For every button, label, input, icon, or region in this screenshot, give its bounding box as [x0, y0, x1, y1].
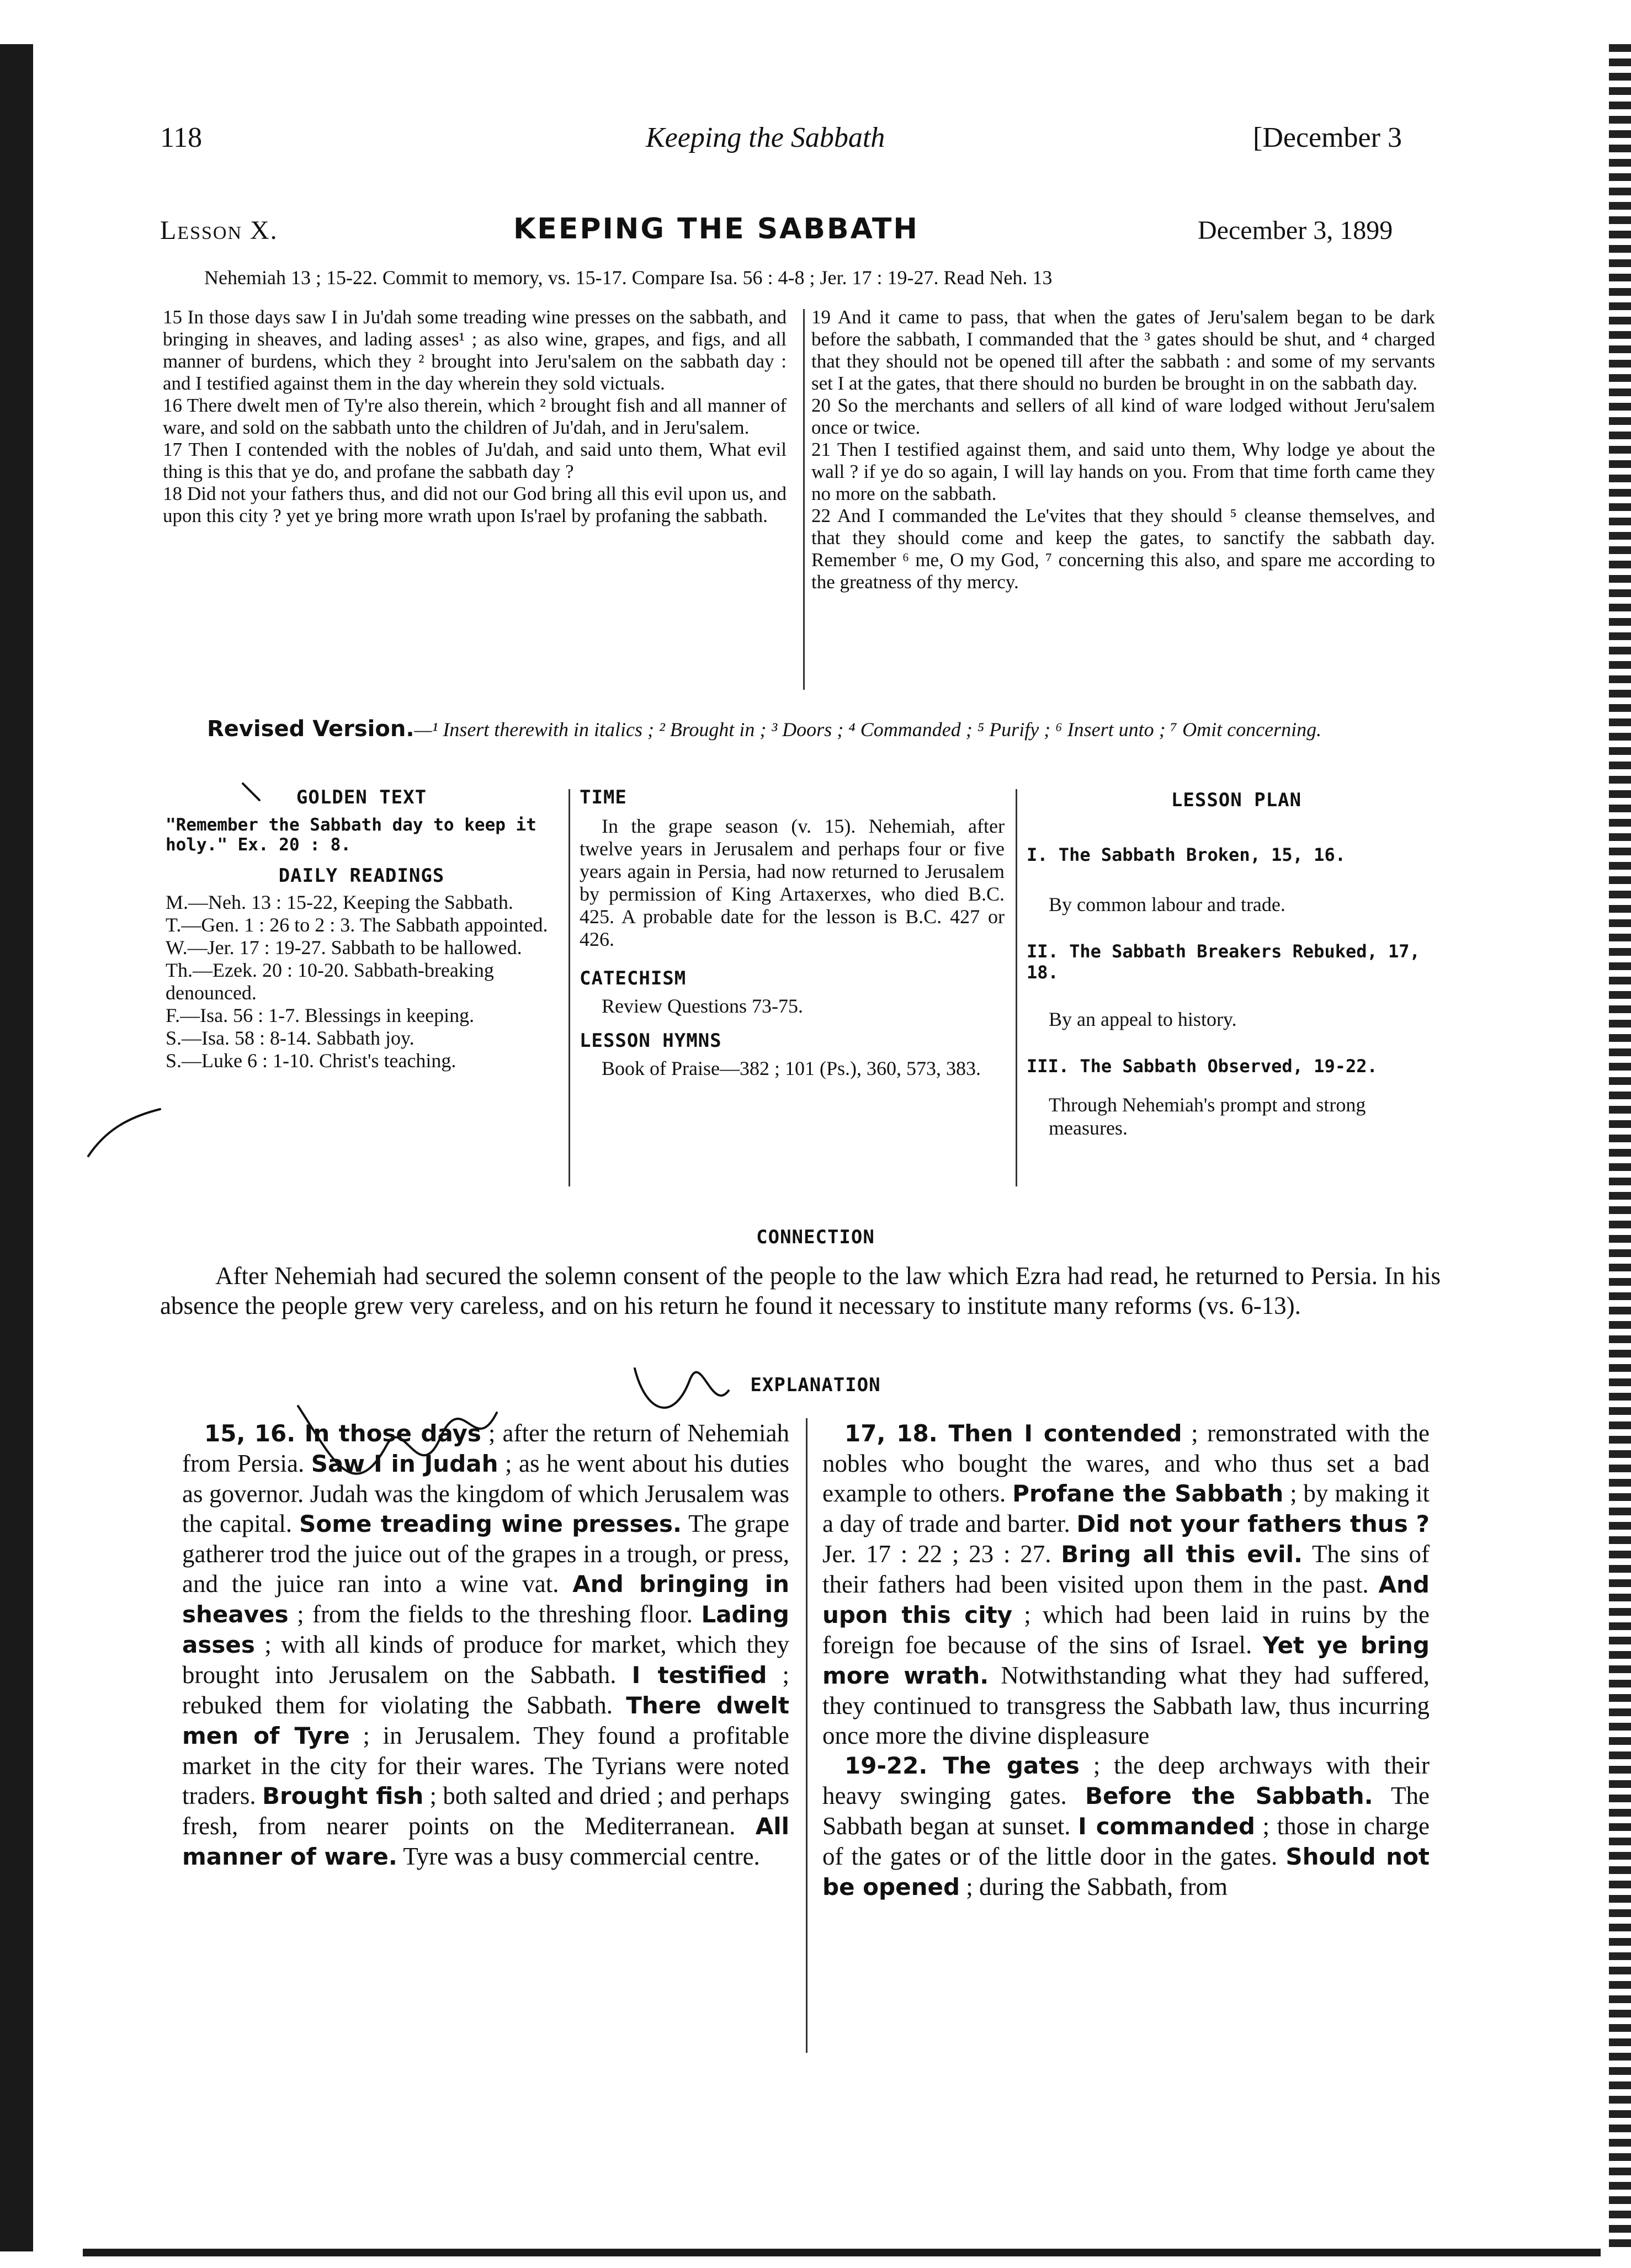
explanation-gloss: Jer. 17 : 22 ; 23 : 27. — [822, 1540, 1061, 1568]
lesson-plan-subpoint: By an appeal to history. — [1049, 1008, 1237, 1030]
connection-text: After Nehemiah had secured the solemn consent of the people to the law which Ezra had read, he returned to Persia. In his absence the people grew very careless, and on his return he found it necessary to institute many reforms (vs. 6-13). — [160, 1262, 1441, 1319]
lesson-hymns-text: Book of Praise—382 ; 101 (Ps.), 360, 573, 383. — [602, 1057, 981, 1079]
lesson-title: KEEPING THE SABBATH — [513, 212, 919, 246]
daily-reading-item: S.—Isa. 58 : 8-14. Sabbath joy. — [166, 1027, 415, 1049]
explanation-gloss: ; after the return of Nehemiah from Persia. — [182, 1419, 789, 1477]
catechism-text: Review Questions 73-75. — [602, 995, 803, 1017]
pen-stroke-mark — [88, 1109, 160, 1156]
explanation-gloss: ; in Jerusalem. They found a profitable market in the city for their wares. The Tyrians were noted traders. — [182, 1722, 789, 1809]
explanation-gloss: ; by making it a day of trade and barter. — [822, 1479, 1430, 1537]
explanation-lemma: There dwelt men of Tyre — [182, 1692, 789, 1749]
running-date: [December 3 — [1253, 122, 1402, 153]
explanation-gloss: ; the deep archways with their heavy swinging gates. — [822, 1751, 1430, 1809]
lesson-plan-subpoint: By common labour and trade. — [1049, 893, 1285, 915]
golden-text-heading: GOLDEN TEXT — [296, 786, 427, 808]
page-number: 118 — [160, 122, 203, 153]
connection-heading: CONNECTION — [756, 1226, 875, 1248]
daily-reading-item: F.—Isa. 56 : 1-7. Blessings in keeping. — [166, 1004, 475, 1026]
explanation-lemma: Profane the Sabbath — [1012, 1480, 1284, 1507]
pen-scribble-mark — [298, 1406, 497, 1474]
explanation-gloss: ; those in charge of the gates or of the little door in the gates. — [822, 1812, 1430, 1870]
explanation-lemma: Should not be opened — [822, 1843, 1430, 1900]
explanation-lemma: Some treading wine presses. — [299, 1510, 682, 1537]
explanation-lemma: Yet ye bring more wrath. — [822, 1632, 1430, 1689]
verse-21: 21 Then I testified against them, and said unto them, Why lodge ye about the wall ? if ye do so again, I will lay hands on you. From that time forth came they no more on the sabbath. — [811, 439, 1435, 504]
lesson-hymns-heading: LESSON HYMNS — [580, 1030, 722, 1052]
verse-20: 20 So the merchants and sellers of all kind of ware lodged without Jeru'salem once or twice. — [811, 395, 1435, 438]
verse-17: 17 Then I contended with the nobles of Ju'dah, and said unto them, What evil thing is this that ye do, and profane the sabbath day ? — [163, 439, 787, 482]
explanation-lemma: Lading asses — [182, 1601, 789, 1658]
explanation-gloss: ; during the Sabbath, from — [960, 1873, 1228, 1900]
explanation-lemma: And bringing in sheaves — [182, 1570, 789, 1628]
lesson-date: December 3, 1899 — [1198, 216, 1393, 245]
explanation-gloss: The sins of their fathers had been visited upon them in the past. — [822, 1540, 1430, 1598]
explanation-lemma: I testified — [631, 1662, 767, 1689]
catechism-heading: CATECHISM — [580, 967, 687, 989]
explanation-lemma: Bring all this evil. — [1061, 1541, 1303, 1568]
explanation-gloss: Tyre was a busy commercial centre. — [397, 1843, 760, 1870]
daily-reading-item: W.—Jer. 17 : 19-27. Sabbath to be hallowed. — [166, 936, 522, 959]
explanation-lemma: 19-22. The gates — [844, 1752, 1080, 1779]
explanation-gloss: Notwithstanding what they had suffered, they continued to transgress the Sabbath law, thus incurring once more the divine displeasure — [822, 1662, 1430, 1749]
daily-reading-item: S.—Luke 6 : 1-10. Christ's teaching. — [166, 1050, 456, 1072]
pen-stroke-mark — [243, 784, 259, 800]
explanation-gloss: ; rebuked them for violating the Sabbath. — [182, 1661, 789, 1719]
explanation-gloss: ; as he went about his duties as governor. Judah was the kingdom of which Jerusalem was the capital. — [182, 1450, 789, 1537]
scripture-references: Nehemiah 13 ; 15-22. Commit to memory, vs. 15-17. Compare Isa. 56 : 4-8 ; Jer. 17 : 19-27. Read Neh. 13 — [204, 267, 1053, 289]
lesson-plan-subpoint: Through Nehemiah's prompt and strong measures. — [1049, 1094, 1366, 1139]
verse-22: 22 And I commanded the Le'vites that they should ⁵ cleanse themselves, and that they should come and keep the gates, to sanctify the sabbath day. Remember ⁶ me, O my God, ⁷ concerning this also, and spare me according to the greatness of thy mercy. — [811, 505, 1435, 593]
pen-scribble-mark — [635, 1369, 729, 1408]
explanation-lemma: Brought fish — [262, 1782, 424, 1809]
revised-version-text: —¹ Insert therewith in italics ; ² Brought in ; ³ Doors ; ⁴ Commanded ; ⁵ Purify ; ⁶ Insert unto ; ⁷ Omit concerning. — [414, 718, 1322, 741]
explanation-heading: EXPLANATION — [750, 1374, 881, 1396]
explanation-lemma: Before the Sabbath. — [1085, 1782, 1373, 1809]
explanation-lemma: All manner of ware. — [182, 1813, 789, 1870]
explanation-lemma: I commanded — [1078, 1813, 1255, 1840]
daily-reading-item: M.—Neh. 13 : 15-22, Keeping the Sabbath. — [166, 891, 513, 913]
explanation-gloss: ; with all kinds of produce for market, which they brought into Jerusalem on the Sabbath. — [182, 1631, 789, 1689]
explanation-lemma: 17, 18. Then I contended — [844, 1420, 1182, 1447]
explanation-gloss: ; both salted and dried ; and perhaps fresh, from nearer points on the Mediterranean. — [182, 1782, 789, 1840]
daily-reading-item: Th.—Ezek. 20 : 10-20. Sabbath-breaking denounced. — [166, 959, 494, 1004]
verse-16: 16 There dwelt men of Ty're also therein, which ² brought fish and all manner of ware, and sold on the sabbath unto the children of Ju'dah, and in Jeru'salem. — [163, 395, 787, 438]
time-text: In the grape season (v. 15). Nehemiah, after twelve years in Jerusalem and perhaps four or five years again in Persia, had now returned to Jerusalem by permission of King Artaxerxes, who died B.C. 425. A probable date for the lesson is B.C. 427 or 426. — [580, 815, 1005, 950]
time-heading: TIME — [580, 786, 627, 808]
explanation-gloss: ; which had been laid in ruins by the foreign foe because of the sins of Israel. — [822, 1601, 1430, 1659]
explanation-lemma: 15, 16. In those days — [204, 1420, 481, 1447]
explanation-gloss: The grape gatherer trod the juice out of the grapes in a trough, or press, and the juice ran into a wine vat. — [182, 1510, 789, 1598]
lesson-number: Lesson X. — [160, 216, 278, 245]
revised-version-label: Revised Version. — [207, 716, 415, 742]
explanation-gloss: The Sabbath began at sunset. — [822, 1782, 1430, 1840]
daily-readings-heading: DAILY READINGS — [278, 865, 445, 887]
lesson-plan-point: I. The Sabbath Broken, 15, 16. — [1027, 844, 1346, 865]
verse-15: 15 In those days saw I in Ju'dah some treading wine presses on the sabbath, and bringing in sheaves, and lading asses¹ ; as also wine, grapes, and figs, and all manner of burdens, which they ² brought into Jeru'salem on the sabbath day : and I testified against them in the day wherein they sold victuals. — [163, 306, 787, 394]
explanation-gloss: ; remonstrated with the nobles who bought the wares, and who thus set a bad example to others. — [822, 1419, 1430, 1507]
verse-18: 18 Did not your fathers thus, and did not our God bring all this evil upon us, and upon this city ? yet ye bring more wrath upon Is'rael by profaning the sabbath. — [163, 483, 787, 526]
explanation-lemma: Saw I in Judah — [311, 1450, 498, 1477]
golden-text: "Remember the Sabbath day to keep it holy." Ex. 20 : 8. — [166, 815, 536, 855]
lesson-plan-heading: LESSON PLAN — [1171, 789, 1302, 811]
lesson-plan-point: II. The Sabbath Breakers Rebuked, 17, 18. — [1027, 941, 1420, 983]
explanation-lemma: Did not your fathers thus ? — [1076, 1510, 1430, 1537]
verse-19: 19 And it came to pass, that when the gates of Jeru'salem began to be dark before the sabbath, I commanded that the ³ gates should be shut, and ⁴ charged that they should not be opened till after the sabbath : and some of my servants set I at the gates, that there should no burden be brought in on the sabbath day. — [811, 306, 1435, 394]
daily-reading-item: T.—Gen. 1 : 26 to 2 : 3. The Sabbath appointed. — [166, 914, 548, 936]
running-title: Keeping the Sabbath — [646, 122, 885, 153]
explanation-gloss: ; from the fields to the threshing floor. — [288, 1600, 702, 1628]
explanation-lemma: And upon this city — [822, 1571, 1430, 1628]
lesson-plan-point: III. The Sabbath Observed, 19-22. — [1027, 1056, 1378, 1077]
